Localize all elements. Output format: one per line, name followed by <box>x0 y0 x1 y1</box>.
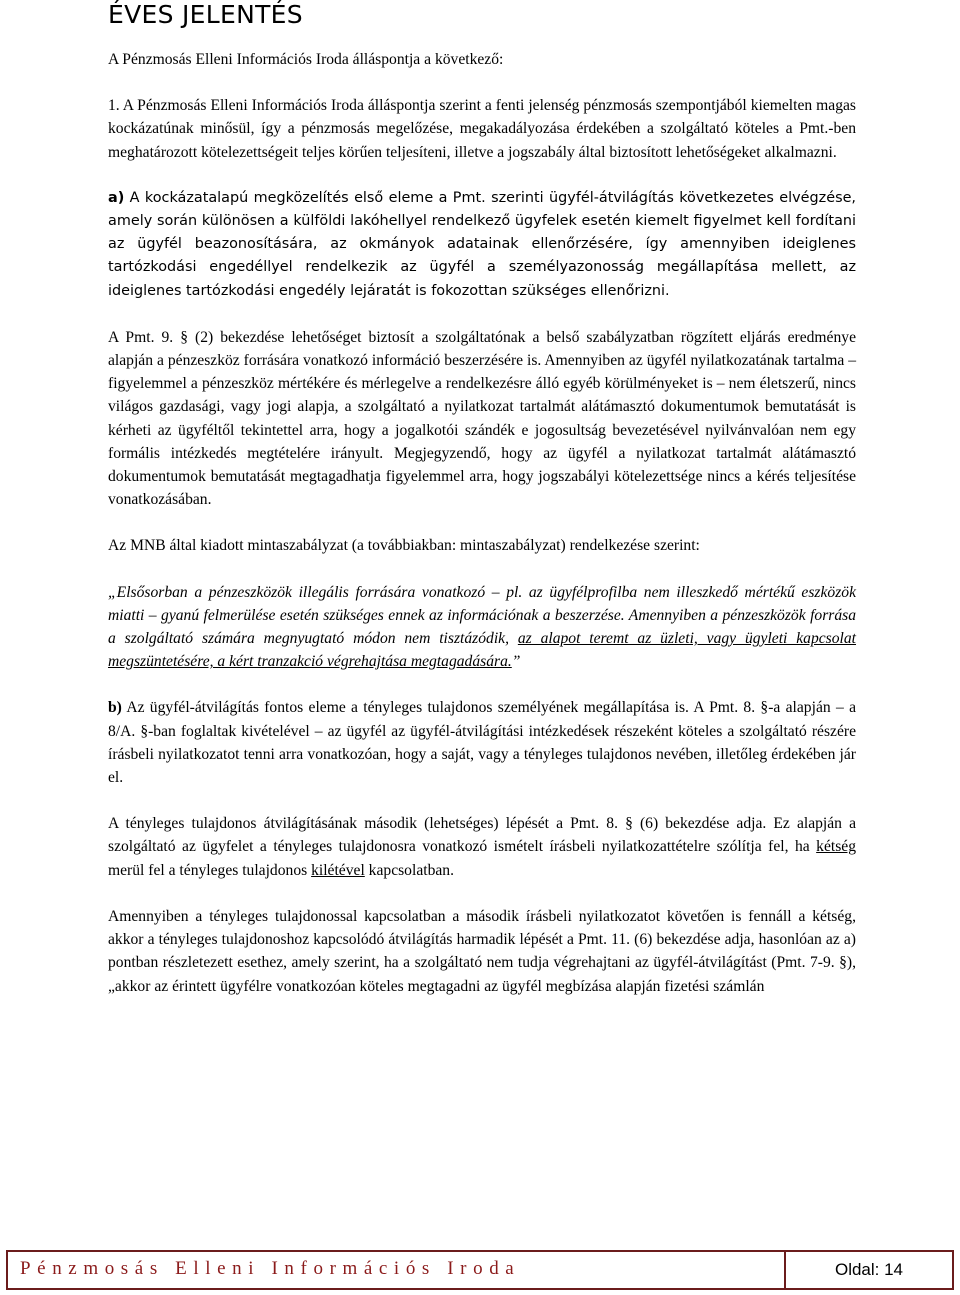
quote-end: ” <box>511 653 521 671</box>
point-1-paragraph: 1. A Pénzmosás Elleni Információs Iroda álláspontja szerint a fenti jelenség pénzmosás szempontjából kiemelten magas kockázatúnak minősül, így a pénzmosás megelőzése, megakadályozása érdekében a szolgáltató köteles a Pmt.-ben meghatározott kötelezettségeit teljes körűen teljesíteni, illetve a jogszabály által biztosított lehetőségeket alkalmazni. <box>108 97 856 161</box>
point-b-label: b) <box>108 699 122 717</box>
point-a-paragraph <box>108 187 856 303</box>
quote-underlined-text: az alapot teremt az üzleti, vagy ügyleti kapcsolat megszüntetésére, a kért tranzakció végrehajtása megtagadására. <box>108 630 857 671</box>
page-header-title: ÉVES JELENTÉS <box>108 0 303 29</box>
quote-paragraph <box>108 581 856 674</box>
point-a-label: a) <box>108 189 125 206</box>
footer-page-number: Oldal: 14 <box>784 1252 952 1288</box>
beneficial-owner-text-1: A tényleges tulajdonos átvilágításának második (lehetséges) lépését a Pmt. 8. § (6) bekezdése adja. Ez alapján a szolgáltató az ügyfelet a tényleges tulajdonosra vonatkozó ismételt írásbeli nyilatkozattételre szólítja fel, ha <box>108 815 856 856</box>
beneficial-owner-text-2: merül fel a tényleges tulajdonos <box>108 861 312 879</box>
underlined-ketseg: kétség <box>816 838 856 856</box>
point-a-text: A kockázatalapú megközelítés első eleme a Pmt. szerinti ügyfél-átvilágítás következetes elvégzése, amely során különösen a külföldi lakóhellyel rendelkező ügyfelek esetén kiemelt figyelmet kell fordítani az ügyfél beazonosítására, az okmányok adatainak ellenőrzésére, így amennyiben ideiglenes tartózkodási engedéllyel rendelkezik az ügyfél a személyazonosság megállapítása mellett, az ideiglenes tartózkodási engedély lejáratát is fokozottan szükséges ellenőrizni. <box>108 189 856 299</box>
intro-paragraph: A Pénzmosás Elleni Információs Iroda álláspontja a következő: <box>108 51 504 68</box>
third-step-paragraph: Amennyiben a tényleges tulajdonossal kapcsolatban a második írásbeli nyilatkozatot követően is fennáll a kétség, akkor a tényleges tulajdonoshoz kapcsolódó átvilágítás harmadik lépését a Pmt. 11. (6) bekezdése adja, hasonlóan az a) pontban részletezett esethez, amely szerint, ha a szolgáltató nem tudja végrehajtani az ügyfél-átvilágítást (Pmt. 7-9. §), „akkor az érintett ügyfélre vonatkozóan köteles megtagadni az ügyfél megbízása alapján fizetési számlán <box>108 907 856 995</box>
footer-organization-title: Pénzmosás Elleni Információs Iroda <box>20 1258 521 1279</box>
beneficial-owner-text-3: kapcsolatban. <box>364 861 454 879</box>
mnb-paragraph: Az MNB által kiadott mintaszabályzat (a továbbiakban: mintaszabályzat) rendelkezése szerint: <box>108 537 700 555</box>
point-b-text: Az ügyfél-átvilágítás fontos eleme a tényleges tulajdonos személyének megállapítása is. A Pmt. 8. §-a alapján – a 8/A. §-ban foglaltak kivételével – az ügyfél az ügyfél-átvilágítási intézkedések részeként köteles a szolgáltató részére írásbeli nyilatkozatot tenni arra vonatkozóan, hogy a saját, vagy a tényleges tulajdonos nevében, illetőleg érdekében jár el. <box>108 699 856 787</box>
point-b-paragraph <box>108 696 856 789</box>
report-body <box>108 48 856 998</box>
pmt-9-paragraph: A Pmt. 9. § (2) bekezdése lehetőséget biztosít a szolgáltatónak a belső szabályzatban rögzített eljárás eredménye alapján a pénzeszköz forrására vonatkozó információ beszerzésére is. Amennyiben az ügyfél nyilatkozatának tartalma – figyelemmel a pénzeszköz mértékére és mérlegelve a rendelkezésre álló egyéb körülményeket is – nem életszerű, nincs világos gazdasági, vagy jogi alapja, a szolgáltató a nyilatkozat tartalmát alátámasztó dokumentumok bemutatását is kérheti az ügyféltől tekintettel arra, hogy a jogalkotói szándék e jogosultság bevezetésével nyilvánvalóan nem egy formális intézkedés megtételére irányult. Megjegyzendő, hogy az ügyfél a nyilatkozat tartalmát alátámasztó dokumentumok bemutatását megtagadhatja figyelemmel arra, hogy jogszabályi kötelezettsége nincs a kérés teljesítése vonatkozásában. <box>108 328 856 509</box>
beneficial-owner-paragraph <box>108 812 856 882</box>
page-footer <box>6 1250 954 1290</box>
underlined-kiletevel: kilétével <box>311 861 365 879</box>
quote-text: „Elsősorban a pénzeszközök illegális forrására vonatkozó – pl. az ügyfélprofilba nem illeszkedő mértékű eszközök miatti – gyanú felmerülése esetén szükséges ennek az információnak a beszerzése. Amennyiben a pénzeszközök forrása a szolgáltató számára megnyugtató módon nem tisztázódik, <box>108 583 856 648</box>
